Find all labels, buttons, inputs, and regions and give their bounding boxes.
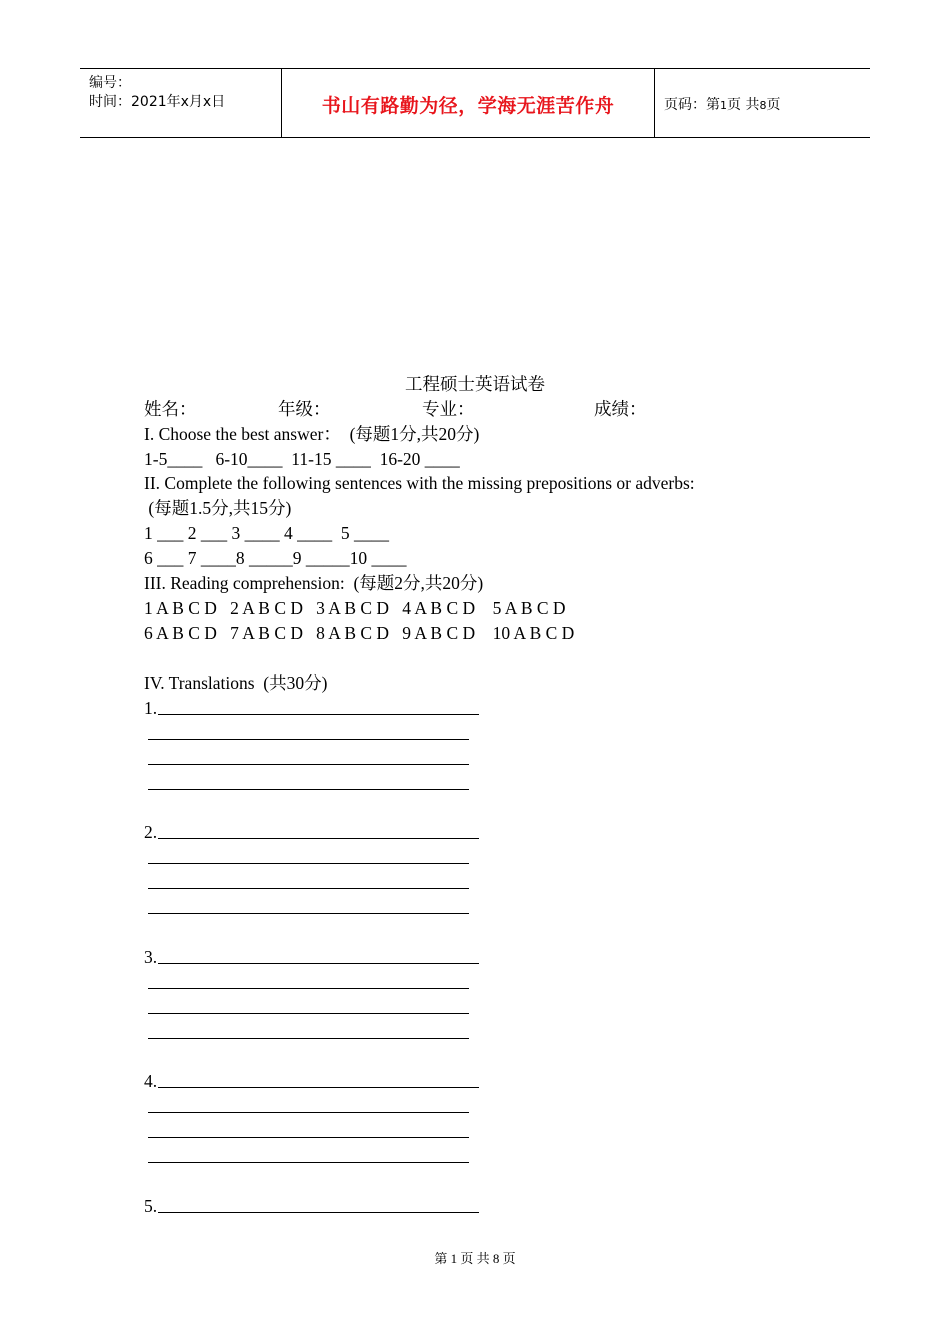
score-field-label: 成绩： <box>594 399 647 419</box>
translation-item-number: 4. <box>144 1071 158 1091</box>
section1-answers: 1-5____ 6-10____ 11-15 ____ 16-20 ____ <box>144 449 460 469</box>
header-meta-cell <box>80 69 282 137</box>
section1-heading: I. Choose the best answer： (每题1分,共20分) <box>144 424 480 444</box>
answer-line <box>148 913 469 914</box>
translation-item-number: 2. <box>144 822 158 842</box>
footer-suffix: 页 <box>502 1251 516 1266</box>
answer-line <box>148 1137 469 1138</box>
answer-line <box>148 888 469 889</box>
footer-current-page: 1 <box>450 1251 458 1266</box>
page-suffix: 页 <box>766 97 781 113</box>
name-field-label: 姓名： <box>144 399 197 419</box>
answer-line <box>148 1013 469 1014</box>
page-header <box>80 68 870 138</box>
answer-line <box>158 714 479 715</box>
page-footer <box>0 1248 950 1267</box>
page-total: 8 <box>759 99 767 112</box>
section3-heading: III. Reading comprehension: (每题2分,共20分) <box>144 573 484 593</box>
footer-total-pages: 8 <box>492 1251 500 1266</box>
answer-line <box>148 1112 469 1113</box>
section2-heading: II. Complete the following sentences with the missing prepositions or adverbs: <box>144 473 695 493</box>
number-label: 编号： <box>89 75 131 91</box>
header-page-indicator <box>664 94 780 114</box>
answer-line <box>158 963 479 964</box>
answer-line <box>158 1212 479 1213</box>
header-motto-cell <box>282 69 655 137</box>
footer-prefix: 第 <box>434 1251 448 1266</box>
translation-item-number: 1. <box>144 698 158 718</box>
answer-line <box>148 739 469 740</box>
answer-line <box>148 764 469 765</box>
page-current: 1 <box>720 99 727 112</box>
translation-item-number: 5. <box>144 1196 158 1216</box>
section3-row2: 6 A B C D 7 A B C D 8 A B C D 9 A B C D 10 A B C D <box>144 623 575 643</box>
section2-row2: 6 ___ 7 ____8 _____9 _____10 ____ <box>144 548 407 568</box>
answer-line <box>158 838 479 839</box>
answer-line <box>148 988 469 989</box>
date-label: 时间：2021年x月x日 <box>89 94 226 110</box>
section2-scoring: (每题1.5分,共15分) <box>144 498 292 518</box>
page-prefix: 页码：第 <box>664 97 720 113</box>
header-page-cell <box>655 69 870 137</box>
page-mid: 页 共 <box>727 97 760 113</box>
answer-line <box>148 1038 469 1039</box>
answer-line <box>148 789 469 790</box>
answer-line <box>148 1162 469 1163</box>
footer-mid: 页 共 <box>460 1251 490 1266</box>
grade-field-label: 年级： <box>278 399 331 419</box>
section3-row1: 1 A B C D 2 A B C D 3 A B C D 4 A B C D 5 A B C D <box>144 598 566 618</box>
motto: 书山有路勤为径，学海无涯苦作舟 <box>321 95 615 117</box>
exam-title: 工程硕士英语试卷 <box>405 374 545 394</box>
translation-item-number: 3. <box>144 947 158 967</box>
answer-line <box>148 863 469 864</box>
section4-heading: IV. Translations (共30分) <box>144 673 328 693</box>
major-field-label: 专业： <box>422 399 475 419</box>
answer-line <box>158 1087 479 1088</box>
section2-row1: 1 ___ 2 ___ 3 ____ 4 ____ 5 ____ <box>144 523 389 543</box>
